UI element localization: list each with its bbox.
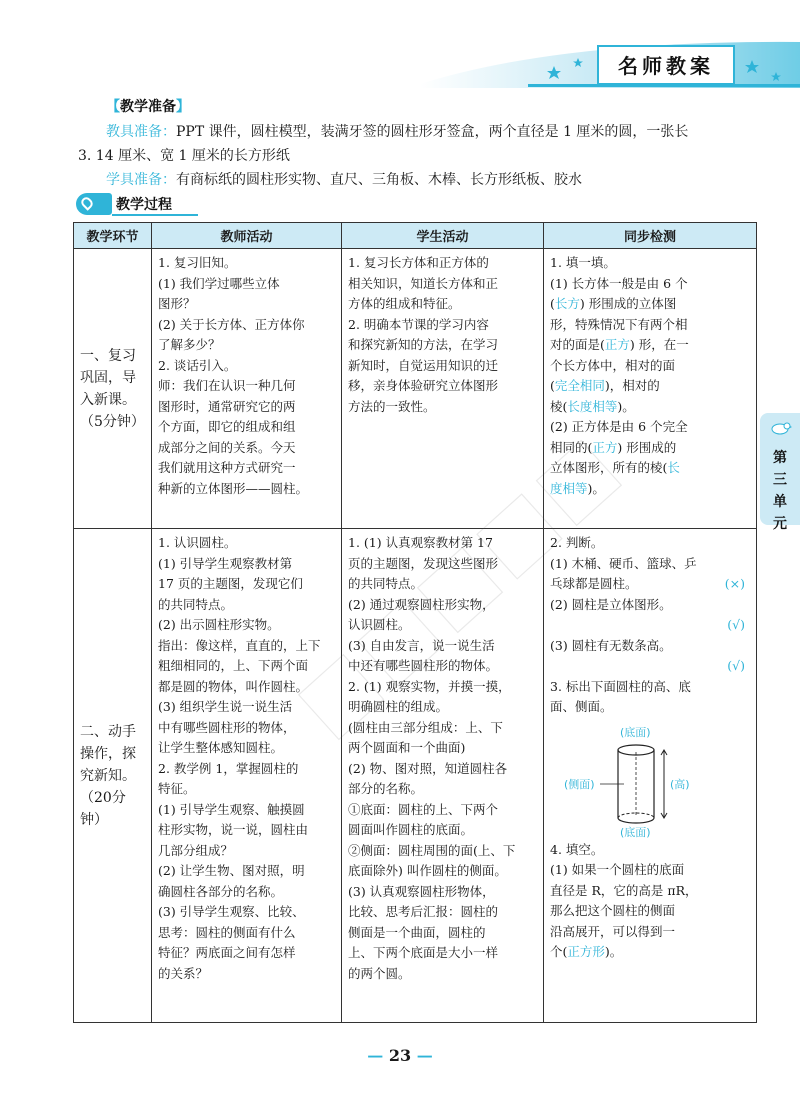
text-line: 明确圆柱的组成。 [348,699,449,714]
text-line: 指出：像这样，直直的，上下 [158,637,321,653]
prep-label-text: 教学准备 [120,99,176,115]
text-line: (2) 关于长方体、正方体你 [158,316,305,332]
text-line [550,479,751,500]
text-line: (2) 让学生物、图对照，明 [158,863,305,878]
unit-char: 三 [773,472,787,488]
text-line: 两个圆面和一个曲面) [348,740,466,755]
student-materials-tag: 学具准备： [106,172,176,188]
text-line: 4. 填空。 [550,841,604,857]
text-line: 形，特殊情况下有两个相 [550,316,688,332]
text-line: 页的主题图，发现这些图形 [348,555,499,571]
student-activity-cell [342,529,544,1023]
text-line: ①底面：圆柱的上、下两个 [348,801,499,817]
process-underline [112,214,198,216]
stage-line: 二、动手 [80,723,136,740]
text-part: 乓球都是圆柱。 [550,576,638,591]
text-line: (2) 正方体是由 6 个完全 [550,419,688,434]
stage-line: 巩固，导 [80,369,136,386]
text-line: 17 页的主题图，发现它们 [158,576,303,591]
stage-cell [74,249,152,529]
teacher-materials-tag: 教具准备： [106,124,176,140]
text-line: 思考：圆柱的侧面有什么 [158,924,296,940]
table-row [74,529,757,1023]
text-line: 柱形实物，说一说，圆柱由 [158,822,309,837]
text-line: (1) 引导学生观察、触摸圆 [158,801,305,817]
text-line: 相关知识，知道长方体和正 [348,275,499,291]
text-line: (2) 圆柱是立体图形。 [550,596,672,612]
text-line: 图形？ [158,296,196,311]
prep-label-close-bracket: 】 [176,99,190,115]
text-line: 认识圆柱。 [348,617,411,632]
text-line: 的共同特点。 [158,596,234,612]
text-line [550,376,751,397]
text-line: (圆柱由三部分组成：上、下 [348,719,503,735]
label-side: (侧面) [564,777,595,791]
text-line: 的两个圆。 [348,965,411,981]
label-height: (高) [670,777,690,791]
text-line: 和探究新知的方法，在学习 [348,337,499,352]
student-materials-text: 有商标纸的圆柱形实物、直尺、三角板、木棒、长方形纸板、胶水 [176,172,582,188]
text-line: 师：我们在认识一种几何 [158,378,296,393]
text-line: (1) 木桶、硬币、篮球、乒 [550,555,697,571]
page-number [0,1046,800,1065]
text-line: 1. 复习长方体和正方体的 [348,255,489,270]
answer-text: 长度相等 [567,398,618,414]
answer-mark: (√) [727,617,745,632]
table-row [74,249,757,529]
sync-check-cell [544,529,757,1023]
text-part: 个( [550,944,568,959]
text-line: 比较、思考后汇报：圆柱的 [348,904,499,919]
text-part: )。 [587,480,605,496]
stage-line: （5分钟） [80,413,145,430]
header-teacher: 教师活动 [152,223,342,249]
text-line: 的共同特点。 [348,576,424,591]
teacher-activity-cell [152,249,342,529]
text-part: ) 形围成的立体图 [579,296,677,311]
text-line: ②侧面：圆柱周围的面(上、下 [348,842,516,858]
text-line: 1. 认识圆柱。 [158,535,237,550]
bird-icon [770,421,792,435]
text-part: ( [550,296,555,311]
text-line: 方体的组成和特征。 [348,296,461,311]
text-line: 让学生整体感知圆柱。 [158,740,284,755]
answer-text: 长 [667,460,680,475]
text-line: (2) 物、图对照，知道圆柱各 [348,760,508,776]
text-line [550,438,751,459]
header-title: 名师教案 [618,54,714,78]
page-dash-left: — [367,1046,384,1065]
text-line: 成部分之间的关系。今天 [158,439,296,455]
text-line: 移，亲身体验研究立体图形 [348,378,499,393]
answer-text: 完全相同 [554,378,605,393]
text-line: (3) 组织学生说一说生活 [158,699,293,714]
text-line: (1) 长方体一般是由 6 个 [550,275,688,291]
text-part: 立体图形，所有的棱( [550,460,668,475]
text-part: )，相对的 [604,378,660,393]
text-line [550,942,751,963]
text-line [550,294,751,315]
text-line: 新知时，自觉运用知识的迁 [348,357,499,373]
student-activity-cell [342,249,544,529]
table-header-row [74,223,757,249]
text-line: 2. 明确本节课的学习内容 [348,316,489,332]
text-line: 都是圆的物体，叫作圆柱。 [158,678,309,694]
label-top-base: (底面) [620,725,651,739]
teacher-materials-text: PPT 课件，圆柱模型，装满牙签的圆柱形牙签盒，两个直径是 1 厘米的圆，一张长 [176,124,689,140]
answer-text: 度相等 [550,480,588,496]
teacher-activity-cell [152,529,342,1023]
text-line: 个方面，即它的组成和组 [158,419,296,434]
text-part: 棱( [550,398,568,414]
prep-section-label [106,96,190,116]
unit-char: 单 [773,494,787,510]
unit-char: 元 [773,516,787,532]
text-line: (1) 我们学过哪些立体 [158,275,280,291]
answer-text: 正方 [604,337,630,352]
unit-char: 第 [773,450,787,466]
process-heading [76,193,198,217]
text-line: 1. (1) 认真观察教材第 17 [348,535,493,550]
stage-line: （20分钟） [80,789,126,828]
text-line: 2. 教学例 1，掌握圆柱的 [158,760,299,776]
text-line: 的关系？ [158,965,209,981]
cylinder-bottom-front [618,818,654,823]
stage-line: 操作，探 [80,745,136,762]
text-line: (3) 认真观察圆柱形物体， [348,883,495,899]
text-part: ( [550,378,555,393]
text-line: 底面除外) 叫作圆柱的侧面。 [348,863,507,878]
text-line: 沿高展开，可以得到一 [550,923,676,939]
text-line: 1. 填一填。 [550,255,616,270]
text-part: 相同的( [550,439,593,455]
text-part: ) 形，在一 [629,337,689,352]
text-line: 方法的一致性。 [348,398,436,414]
answer-text: 正方形 [567,944,605,959]
text-part: )。 [617,398,635,414]
stage-line: 入新课。 [80,391,136,408]
unit-side-tab [760,413,800,532]
text-line: 1. 复习旧知。 [158,255,237,270]
text-line: 了解多少？ [158,337,221,352]
text-line: 上、下两个底面是大小一样 [348,945,499,960]
text-line [550,335,751,356]
text-line: (2) 通过观察圆柱形实物， [348,596,495,612]
text-line: 2. (1) 观察实物，并摸一摸， [348,678,511,694]
text-part: )。 [604,944,623,959]
text-line: 特征？两底面之间有怎样 [158,945,296,960]
text-line: 部分的名称。 [348,781,424,796]
text-line: 那么把这个圆柱的侧面 [550,903,676,918]
stage-line: 一、复习 [80,347,136,364]
answer-text: 长方 [554,296,580,311]
page-number-value: 23 [388,1046,412,1065]
stage-line: 究新知。 [80,767,136,784]
text-line: 面、侧面。 [550,699,613,714]
prep-label-open-bracket: 【 [106,99,120,115]
answer-mark: (√) [727,658,745,673]
text-line: 中还有哪些圆柱形的物体。 [348,658,499,673]
unit-label [768,447,792,535]
text-line: 侧面是一个曲面，圆柱的 [348,924,486,940]
student-materials-line [106,170,582,190]
text-line: (3) 引导学生观察、比较、 [158,904,305,919]
header-stage: 教学环节 [74,223,152,249]
header-check: 同步检测 [544,223,757,249]
answer-text: 正方 [592,439,618,455]
page-dash-right: — [416,1046,433,1065]
text-line: 2. 判断。 [550,535,604,550]
header-student: 学生活动 [342,223,544,249]
text-line: (1) 引导学生观察教材第 [158,555,293,571]
text-line: (2) 出示圆柱形实物。 [158,617,280,632]
label-bottom-base: (底面) [620,825,651,839]
sync-check-cell [544,249,757,529]
text-line: (3) 圆柱有无数条高。 [550,637,672,653]
text-part: 对的面是( [550,337,605,352]
text-line: 中有哪些圆柱形的物体， [158,719,296,735]
text-line [550,574,751,595]
text-line: 几部分组成？ [158,842,234,858]
text-line [550,458,751,479]
text-line: 图形时，通常研究它的两 [158,398,296,414]
teacher-materials-line [106,122,688,142]
text-line: 3. 标出下面圆柱的高、底 [550,678,691,694]
lesson-table [73,222,757,1023]
text-line: 确圆柱各部分的名称。 [158,883,284,899]
cylinder-diagram [562,722,742,840]
text-line: 圆面叫作圆柱的底面。 [348,822,474,837]
text-line: 种新的立体图形——圆柱。 [158,480,309,496]
text-line: 粗细相同的，上、下两个面 [158,658,309,673]
text-line: 直径是 R，它的高是 πR， [550,882,698,898]
text-line: 我们就用这种方式研究一 [158,460,296,475]
text-part: ) 形围成的 [617,439,677,455]
stage-cell [74,529,152,1023]
location-pin-icon [76,193,112,215]
process-title: 教学过程 [116,197,172,213]
answer-mark: (×) [724,576,745,591]
text-line: (1) 如果一个圆柱的底面 [550,862,685,877]
teacher-materials-line-2: 3. 14 厘米、宽 1 厘米的长方形纸 [78,148,290,164]
text-line [550,397,751,418]
text-line: 特征。 [158,781,196,796]
text-line: 2. 谈话引入。 [158,357,237,373]
text-line: (3) 自由发言，说一说生活 [348,637,495,653]
text-line: 个长方体中，相对的面 [550,357,676,373]
